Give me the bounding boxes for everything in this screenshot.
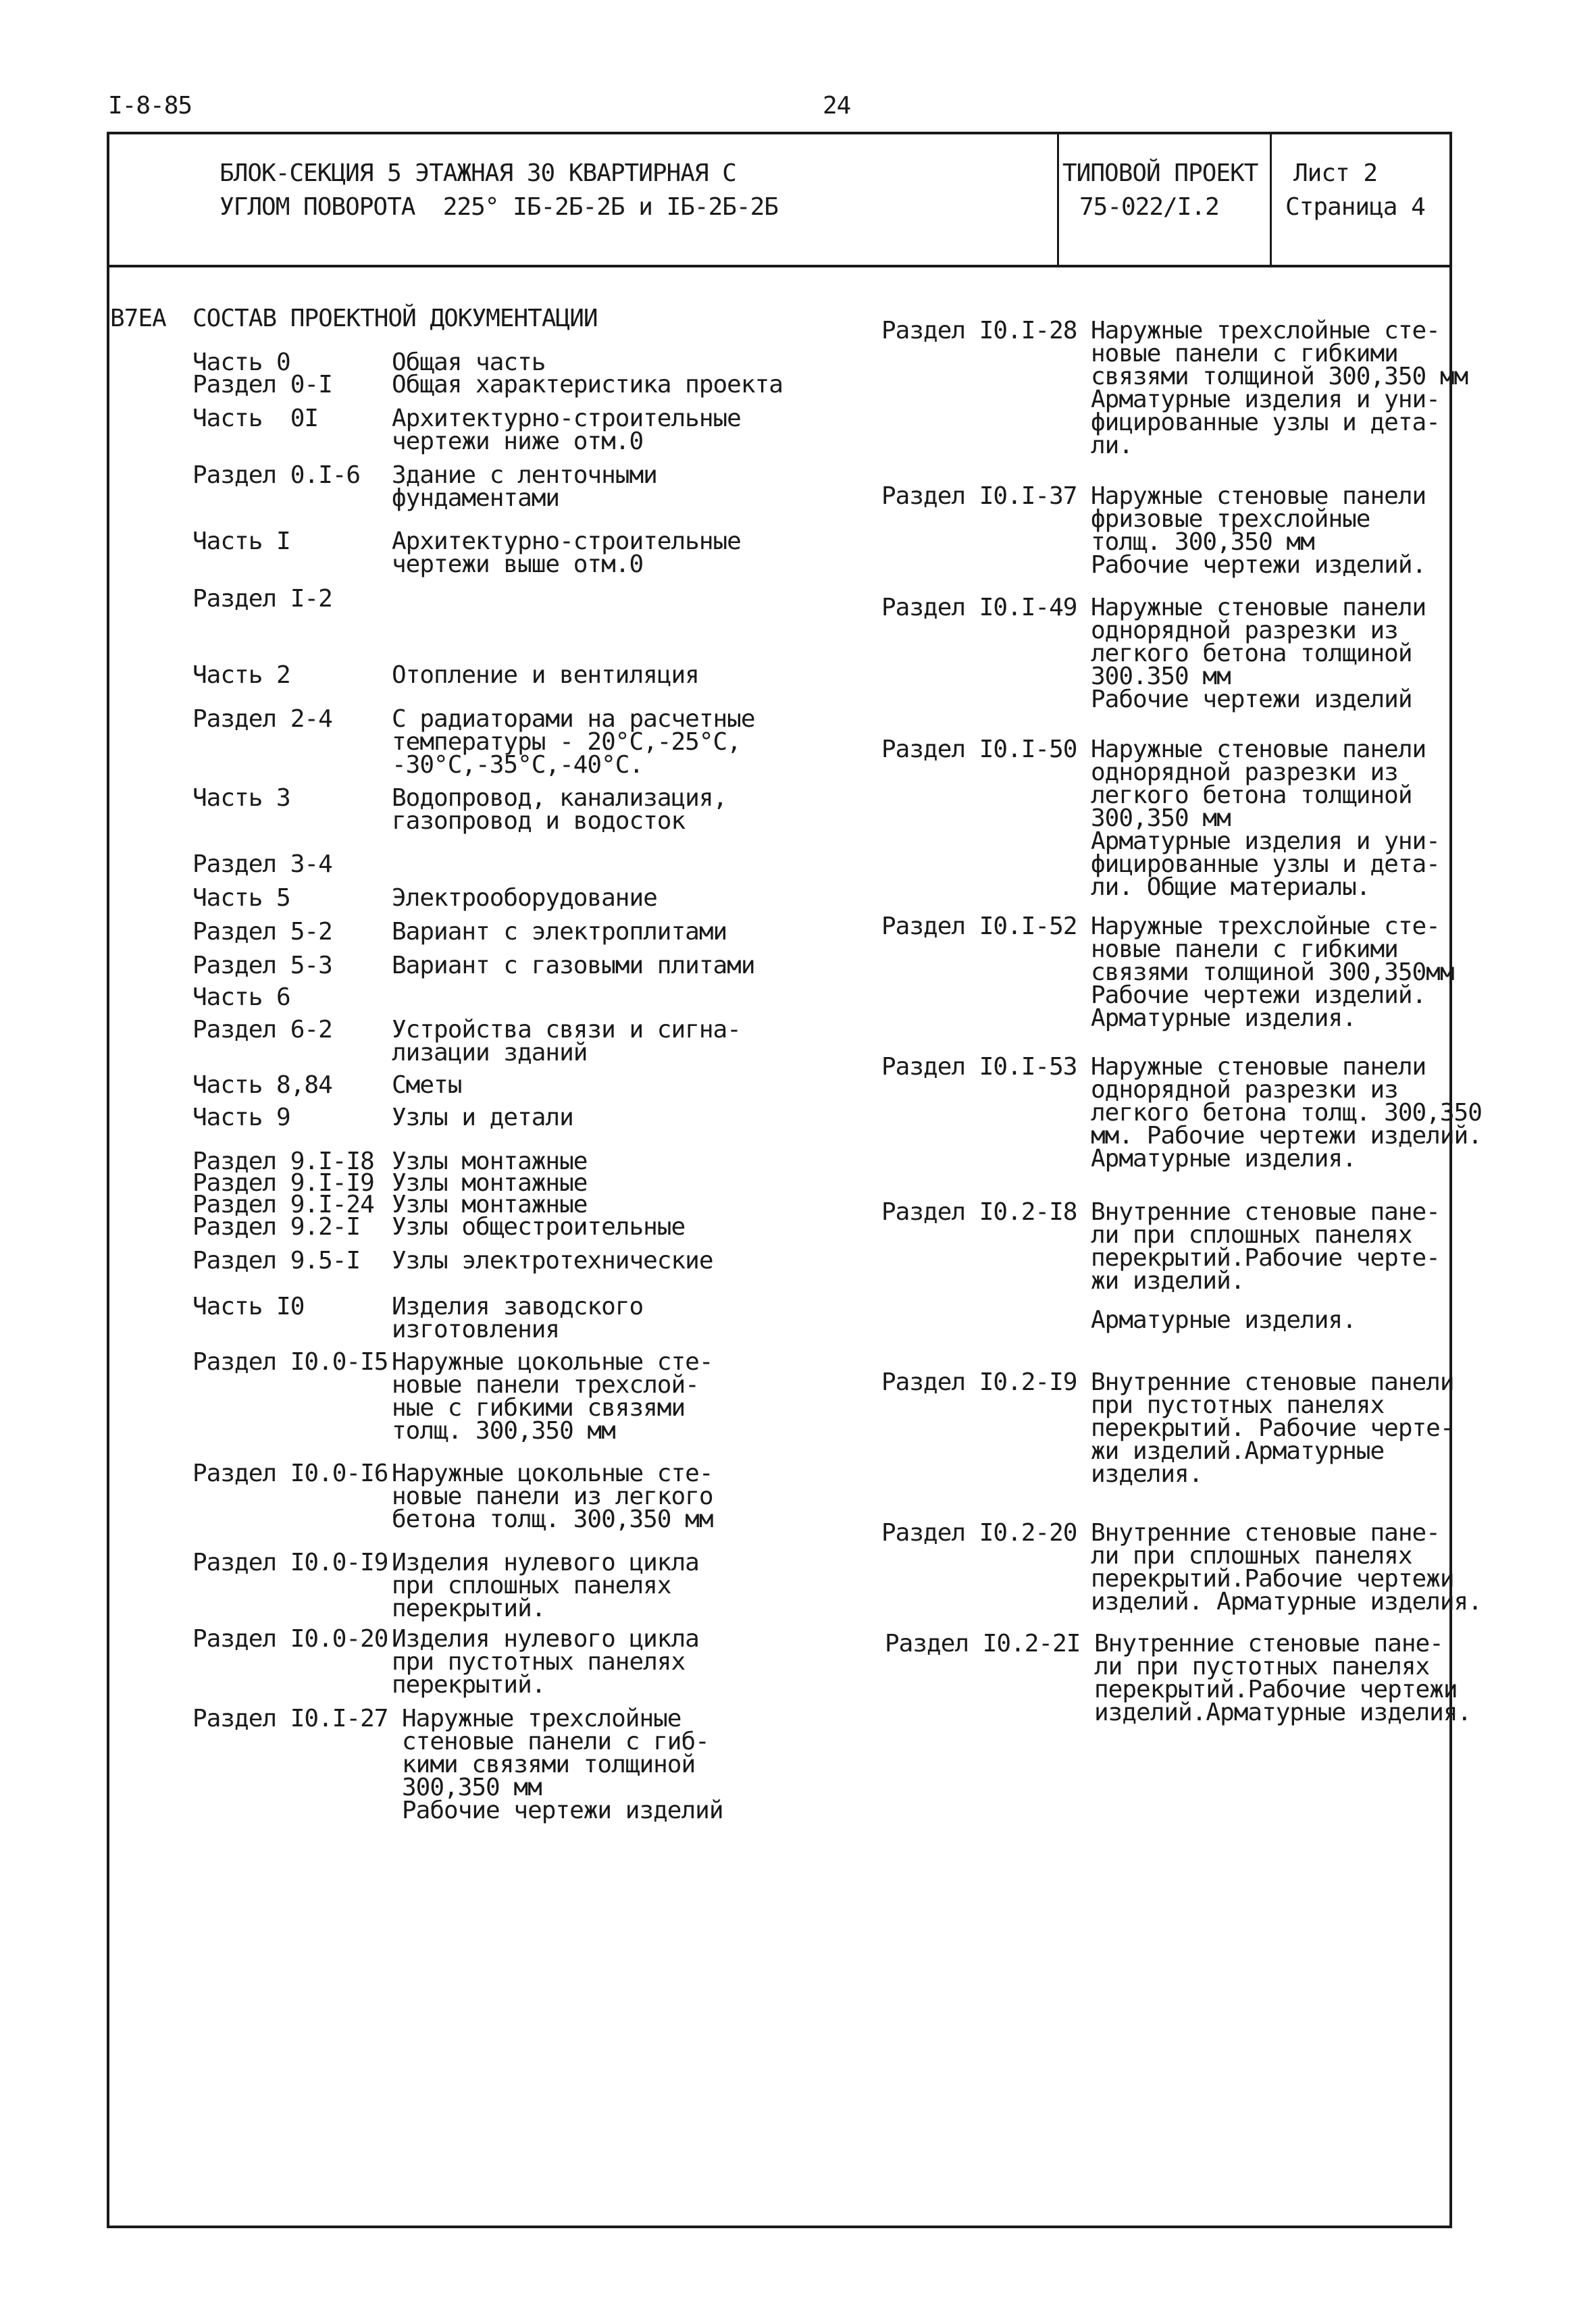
entry-label: Раздел I0.I-53 [881,1053,1077,1081]
entry-label: Раздел I0.I-52 [881,912,1077,940]
entry-label: Часть 6 [192,983,290,1011]
entry-text: Изделия заводского [392,1293,644,1320]
doc-entry-desc [392,1016,783,1066]
doc-entry-desc [392,884,783,912]
section-title: СОСТАВ ПРОЕКТНОЙ ДОКУМЕНТАЦИИ [192,305,598,332]
doc-entry-desc [1091,482,1476,579]
doc-entry [192,705,395,733]
doc-entry-desc [1094,1632,1479,1724]
entry-text: Архитектурно-строительные [392,528,741,555]
entry-text: Рабочие чертежи изделий [1091,686,1412,713]
doc-entry-desc [392,661,783,689]
entry-text: Узлы и детали [392,1104,573,1131]
entry-text: Электрооборудование [392,884,657,912]
entry-text: Наружные цокольные сте- [392,1348,713,1376]
doc-entry [192,530,395,553]
entry-text: Общая характеристика проекта [392,371,783,398]
entry-text: ли при сплошных панелях [1091,1542,1412,1570]
entry-text: Арматурные изделия. [1091,1004,1356,1032]
entry-text: при сплошных панелях [392,1572,671,1599]
entry-text: однорядной разрезки из [1091,1076,1398,1104]
entry-text: толщ. 300,350 мм [1091,528,1314,556]
doc-entry [881,596,1084,619]
entry-text: перекрытий. [392,1595,546,1622]
entry-text: Наружные стеновые панели [1091,482,1426,510]
entry-text: Вариант с электроплитами [392,918,727,946]
entry-text: Наружные трехслойные сте- [1091,912,1440,940]
page-label: Страница 4 [1285,193,1425,221]
entry-text: С радиаторами на расчетные [392,705,755,733]
entry-text: газопровод и водосток [392,807,686,835]
entry-text: бетона толщ. 300,350 мм [392,1506,713,1533]
doc-entry [192,784,395,812]
title-line-1: БЛОК-СЕКЦИЯ 5 ЭТАЖНАЯ 30 КВАРТИРНАЯ С [220,159,736,187]
entry-text: Наружные трехслойные [402,1705,681,1732]
entry-label: Часть I0 [192,1293,305,1320]
entry-text: Арматурные изделия и уни- [1091,386,1440,413]
entry-label: Раздел I0.2-2I [885,1630,1081,1657]
entry-text: стеновые панели с гиб- [402,1728,709,1755]
entry-text: изделий. Арматурные изделия. [1091,1588,1482,1616]
entry-text: Внутренние стеновые панели [1091,1368,1454,1396]
entry-text: перекрытий. Рабочие черте- [1091,1414,1454,1442]
entry-text: новые панели с гибкими [1091,935,1398,963]
entry-text: чертежи выше отм.0 [392,550,644,578]
entry-text: однорядной разрезки из [1091,617,1398,644]
doc-entry-desc [392,1106,783,1129]
page-number: 24 [823,92,851,120]
title-block-divider [107,265,1452,267]
doc-entry [192,661,395,689]
entry-label: Раздел 9.2-I [192,1213,361,1241]
doc-entry [192,1462,395,1485]
entry-text: мм. Рабочие чертежи изделий. [1091,1122,1482,1150]
entry-label: Раздел I0.0-I5 [192,1348,388,1376]
entry-text: Арматурные изделия. [1091,1306,1356,1334]
entry-text: Архитектурно-строительные [392,405,741,432]
entry-text: Водопровод, канализация, [392,784,727,812]
entry-label: Часть 2 [192,661,290,689]
entry-text: чертежи ниже отм.0 [392,428,644,455]
entry-text: Внутренние стеновые пане- [1091,1519,1440,1547]
entry-text: Узлы общестроительные [392,1213,686,1241]
doc-entry-desc [392,1247,783,1275]
entry-label: Раздел 2-4 [192,705,332,733]
doc-entry [192,461,395,489]
document-code: I-8-85 [108,92,192,120]
entry-text: изготовления [392,1316,560,1343]
entry-text: перекрытий.Рабочие черте- [1091,1244,1440,1272]
entry-label: Раздел I0.I-49 [881,594,1077,621]
doc-entry [192,407,395,430]
doc-entry [192,585,395,613]
entry-text: изделий.Арматурные изделия. [1094,1699,1472,1726]
entry-label: Раздел I0.I-50 [881,736,1077,763]
entry-text: Изделия нулевого цикла [392,1549,699,1576]
project-label: ТИПОВОЙ ПРОЕКТ [1062,159,1258,187]
entry-text: при пустотных панелях [1091,1391,1385,1419]
section-marker: В7ЕА [110,305,166,332]
doc-entry [192,1551,395,1574]
entry-text: Арматурные изделия. [1091,1145,1356,1173]
entry-text: при пустотных панелях [392,1648,686,1676]
title-block-separator-1 [1057,132,1059,266]
entry-label: Раздел 0.I-6 [192,461,361,489]
entry-label: Раздел I0.I-28 [881,317,1077,344]
entry-text: жи изделий. [1091,1267,1245,1295]
entry-text: ные с гибкими связями [392,1394,686,1422]
entry-text: ли при сплошных панелях [1091,1221,1412,1249]
entry-label: Раздел 3-4 [192,850,332,878]
entry-text: Изделия нулевого цикла [392,1625,699,1653]
entry-label: Часть 8,84 [192,1071,332,1099]
entry-label: Часть I [192,528,290,555]
entry-label: Раздел 5-3 [192,952,332,979]
doc-entry-desc [392,954,783,977]
entry-label: Раздел I0.0-20 [192,1625,388,1653]
entry-label: Часть 5 [192,884,290,912]
doc-entry-desc [1091,1198,1476,1334]
entry-label: Раздел I0.2-I8 [881,1198,1077,1226]
entry-text: Рабочие чертежи изделий [402,1797,723,1824]
sheet-label: Лист 2 [1293,159,1378,187]
doc-entry [881,1368,1084,1396]
entry-label: Раздел 6-2 [192,1016,332,1044]
entry-text: толщ. 300,350 мм [392,1417,615,1445]
doc-entry-desc [1091,319,1476,457]
doc-entry-desc [402,1707,794,1822]
doc-entry-desc [1091,1519,1482,1616]
entry-text: перекрытий. [392,1671,546,1699]
entry-text: жи изделий.Арматурные [1091,1437,1385,1465]
doc-entry [192,918,395,946]
doc-entry [192,1016,395,1044]
entry-label: Раздел 9.I-24 [192,1191,374,1218]
entry-label: Раздел I0.2-20 [881,1519,1077,1547]
doc-entry-desc [392,407,783,453]
entry-text: однорядной разрезки из [1091,759,1398,786]
doc-entry [192,1625,395,1653]
entry-text: Вариант с газовыми плитами [392,952,755,979]
doc-entry-desc [392,371,783,398]
entry-text: Наружные стеновые панели [1091,1053,1426,1081]
entry-text: температуры - 20°C,-25°C, [392,728,741,756]
entry-label: Часть 0 [192,349,290,376]
doc-entry [881,1198,1084,1226]
doc-entry-desc [392,1071,783,1099]
doc-entry-desc [392,1213,783,1241]
doc-entry-desc [392,705,783,779]
entry-label: Часть 9 [192,1104,290,1131]
entry-text: 300,350 мм [402,1774,542,1801]
doc-entry [192,1213,395,1241]
doc-entry [881,1053,1084,1081]
doc-entry-desc [1091,596,1476,711]
entry-text: связями толщиной 300,350мм [1091,958,1454,986]
doc-entry-desc [392,1348,783,1445]
entry-text: Внутренние стеновые пане- [1091,1198,1440,1226]
doc-entry [881,738,1084,761]
entry-text: 300,350 мм [1091,804,1231,832]
doc-entry [192,371,395,398]
entry-text: фицированные узлы и дета- [1091,409,1440,436]
entry-text: ли. Общие материалы. [1091,873,1370,901]
doc-entry [192,1106,395,1129]
doc-entry [192,850,395,878]
entry-text: перекрытий.Рабочие чертежи [1091,1565,1454,1593]
doc-entry-desc [1091,1053,1482,1173]
entry-text: Рабочие чертежи изделий. [1091,981,1426,1009]
entry-text: новые панели из легкого [392,1483,713,1510]
entry-label: Раздел I0.0-I9 [192,1549,388,1576]
entry-text: Внутренние стеновые пане- [1094,1630,1443,1657]
entry-text: Рабочие чертежи изделий. [1091,551,1426,579]
doc-entry-desc [1091,738,1476,899]
entry-label: Часть 3 [192,784,290,812]
doc-entry-desc [392,1551,783,1620]
doc-entry [881,482,1084,510]
entry-label: Раздел I0.I-37 [881,482,1077,510]
doc-entry [881,912,1084,940]
doc-entry-desc [392,1462,783,1531]
entry-text: ли. [1091,432,1133,459]
entry-text: Устройства связи и сигна- [392,1016,741,1044]
entry-text: фризовые трехслойные [1091,505,1370,533]
entry-text: фундаментами [392,484,560,512]
entry-text: 300.350 мм [1091,663,1231,690]
entry-text: Узлы монтажные [392,1148,588,1175]
entry-text: Арматурные изделия и уни- [1091,827,1440,855]
entry-label: Раздел 5-2 [192,918,332,946]
entry-text: -30°C,-35°C,-40°C. [392,751,644,779]
entry-text: легкого бетона толщиной [1091,781,1412,809]
entry-text: легкого бетона толщиной [1091,640,1412,667]
entry-text: новые панели с гибкими [1091,340,1398,367]
doc-entry-desc [392,918,783,946]
doc-entry [192,1295,395,1318]
entry-label: Раздел 0-I [192,371,332,398]
entry-text: Узлы монтажные [392,1191,588,1218]
entry-text: лизации зданий [392,1039,588,1066]
entry-label: Часть 0I [192,405,319,432]
doc-entry [192,983,395,1011]
entry-label: Раздел I0.2-I9 [881,1368,1077,1396]
doc-entry-desc [392,1625,783,1699]
title-block-separator-2 [1270,132,1272,266]
entry-text: Сметы [392,1071,462,1099]
doc-entry [192,1247,395,1275]
entry-text: перекрытий.Рабочие чертежи [1094,1676,1458,1703]
entry-text: ли при пустотных панелях [1094,1653,1430,1680]
doc-entry-desc [392,784,783,835]
doc-entry [192,1348,395,1376]
entry-text: Наружные стеновые панели [1091,736,1426,763]
entry-text: Узлы монтажные [392,1169,588,1197]
doc-entry-desc [1091,912,1476,1032]
entry-text: Отопление и вентиляция [392,661,699,689]
doc-entry [881,319,1084,342]
entry-text: Наружные трехслойные сте- [1091,317,1440,344]
doc-entry [192,884,395,912]
entry-label: Раздел 9.I-I9 [192,1169,374,1197]
doc-entry [192,1071,395,1099]
entry-text: Наружные цокольные сте- [392,1460,713,1487]
entry-label: Раздел I0.0-I6 [192,1460,388,1487]
doc-entry-desc [392,1295,783,1341]
entry-text: связями толщиной 300,350 мм [1091,363,1468,390]
entry-label: Раздел 9.I-I8 [192,1148,374,1175]
entry-text: Здание с ленточными [392,461,657,489]
doc-entry-desc [392,530,783,576]
entry-text: новые панели трехслой- [392,1371,699,1399]
entry-text: Наружные стеновые панели [1091,594,1426,621]
entry-text: Общая часть [392,349,546,376]
doc-entry [881,1519,1084,1547]
entry-text: изделия. [1091,1460,1203,1488]
project-number: 75-022/I.2 [1079,193,1219,221]
doc-entry-desc [392,461,783,512]
entry-text: кими связями толщиной [402,1751,696,1778]
doc-entry-desc [1091,1368,1476,1488]
doc-entry [192,954,395,977]
doc-entry [885,1632,1087,1655]
doc-entry [192,1707,395,1730]
entry-text: фицированные узлы и дета- [1091,850,1440,878]
title-line-2: УГЛОМ ПОВОРОТА 225° IБ-2Б-2Б и IБ-2Б-2Б [220,193,778,221]
entry-label: Раздел I0.I-27 [192,1705,388,1732]
entry-label: Раздел I-2 [192,585,332,613]
entry-text: легкого бетона толщ. 300,350 [1091,1099,1482,1127]
entry-text: Узлы электротехнические [392,1247,713,1275]
entry-label: Раздел 9.5-I [192,1247,361,1275]
